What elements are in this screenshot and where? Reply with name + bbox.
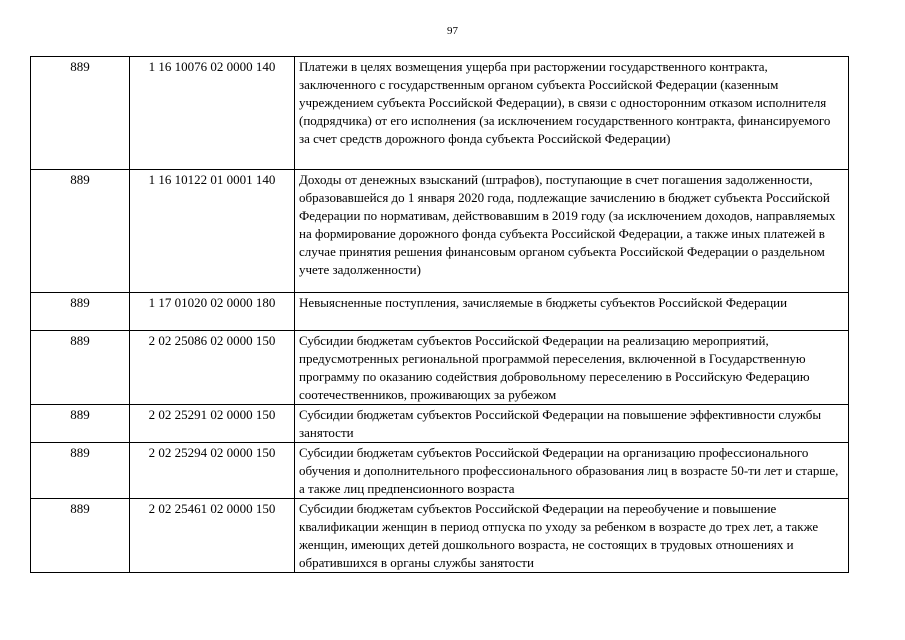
- admin-code-cell: 889: [31, 57, 130, 170]
- revenue-description-cell: Субсидии бюджетам субъектов Российской Федерации на организацию профессионального обучения и дополнительного профессионального образования лиц в возрасте 50-ти лет и старше, а также лиц предпенсионного возраста: [295, 443, 849, 499]
- page-number: 97: [447, 25, 458, 37]
- table-row: [31, 170, 849, 293]
- budget-classification-code-cell: 2 02 25294 02 0000 150: [130, 443, 295, 499]
- admin-code-cell: 889: [31, 499, 130, 573]
- budget-classification-code-cell: 2 02 25086 02 0000 150: [130, 331, 295, 405]
- revenue-description-cell: Субсидии бюджетам субъектов Российской Федерации на повышение эффективности службы занятости: [295, 405, 849, 443]
- revenue-description-cell: Платежи в целях возмещения ущерба при расторжении государственного контракта, заключенного с государственным органом субъекта Российской Федерации (казенным учреждением субъекта Российской Федерации), в связи с односторонним отказом исполнителя (подрядчика) от его исполнения (за исключением государственного контракта, финансируемого за счет средств дорожного фонда субъекта Российской Федерации): [295, 57, 849, 170]
- table-row: [31, 293, 849, 331]
- admin-code-cell: 889: [31, 170, 130, 293]
- admin-code-cell: 889: [31, 293, 130, 331]
- table-row: [31, 57, 849, 170]
- budget-classification-code-cell: 2 02 25461 02 0000 150: [130, 499, 295, 573]
- budget-revenue-table: [30, 56, 849, 573]
- table-row: [31, 405, 849, 443]
- revenue-description-cell: Невыясненные поступления, зачисляемые в бюджеты субъектов Российской Федерации: [295, 293, 849, 331]
- table-row: [31, 331, 849, 405]
- revenue-description-cell: Субсидии бюджетам субъектов Российской Федерации на переобучение и повышение квалификации женщин в период отпуска по уходу за ребенком в возрасте до трех лет, а также женщин, имеющих детей дошкольного возраста, не состоящих в трудовых отношениях и обратившихся в органы службы занятости: [295, 499, 849, 573]
- revenue-description-cell: Доходы от денежных взысканий (штрафов), поступающие в счет погашения задолженности, образовавшейся до 1 января 2020 года, подлежащие зачислению в бюджет субъекта Российской Федерации по нормативам, действовавшим в 2019 году (за исключением доходов, направляемых на формирование дорожного фонда субъекта Российской Федерации, а также иных платежей в случае принятия решения финансовым органом субъекта Российской Федерации о раздельном учете задолженности): [295, 170, 849, 293]
- revenue-description-cell: Субсидии бюджетам субъектов Российской Федерации на реализацию мероприятий, предусмотренных региональной программой переселения, включенной в Государственную программу по оказанию содействия добровольному переселению в Российскую Федерацию соотечественников, проживающих за рубежом: [295, 331, 849, 405]
- budget-classification-code-cell: 1 16 10122 01 0001 140: [130, 170, 295, 293]
- table-row: [31, 499, 849, 573]
- budget-classification-code-cell: 1 16 10076 02 0000 140: [130, 57, 295, 170]
- budget-classification-code-cell: 1 17 01020 02 0000 180: [130, 293, 295, 331]
- admin-code-cell: 889: [31, 443, 130, 499]
- budget-classification-code-cell: 2 02 25291 02 0000 150: [130, 405, 295, 443]
- admin-code-cell: 889: [31, 331, 130, 405]
- table-row: [31, 443, 849, 499]
- admin-code-cell: 889: [31, 405, 130, 443]
